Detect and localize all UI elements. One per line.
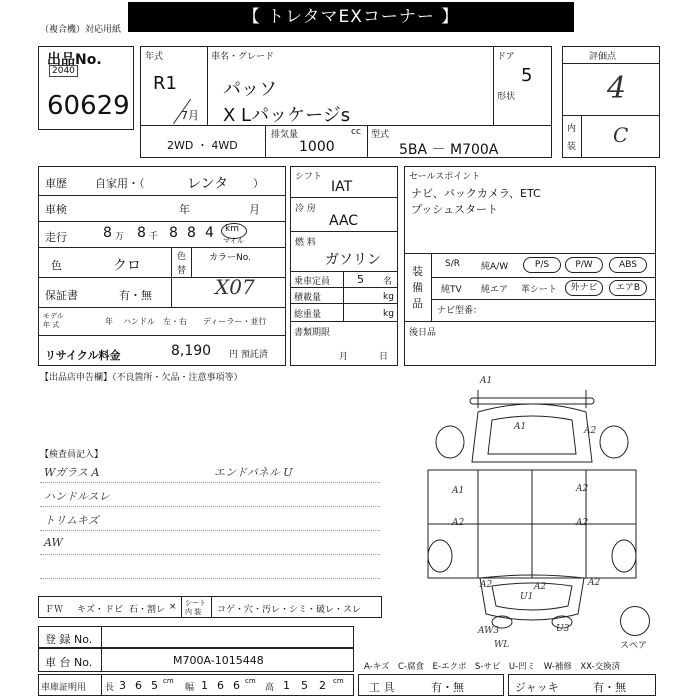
equip-aw: 純A/W bbox=[481, 262, 509, 272]
displacement-label: 排気量 bbox=[271, 130, 299, 140]
shift-value: IAT bbox=[331, 179, 353, 195]
repaint-label-1: 色 bbox=[177, 252, 187, 262]
length-unit: cm bbox=[163, 677, 174, 685]
history-options: 自家用・（ bbox=[95, 177, 145, 190]
color-code-label: カラーNo. bbox=[209, 253, 251, 263]
deadline-day: 日 bbox=[379, 352, 389, 362]
lot-label: 出品No. bbox=[47, 52, 102, 68]
capacity-label: 乗車定員 bbox=[294, 277, 331, 287]
width-digit-1: 1 bbox=[201, 679, 208, 692]
sales-point-line-2: プッシュスタート bbox=[411, 203, 499, 216]
inspector-note-5: エンドパネル U bbox=[214, 466, 293, 479]
handle-side: ハンドル 左・右 bbox=[123, 317, 187, 326]
height-unit: cm bbox=[333, 677, 344, 685]
fw-damage-x: × bbox=[169, 602, 177, 612]
model-year-label-2: 年 式 bbox=[43, 321, 60, 329]
spec-column bbox=[290, 166, 398, 366]
jack-label: ジャッキ bbox=[515, 681, 559, 694]
after-sales-label: 後日品 bbox=[409, 328, 437, 338]
height-label: 高 bbox=[265, 683, 275, 693]
tools-label: 工 具 bbox=[369, 681, 395, 694]
damage-mark-6: A2 bbox=[576, 484, 589, 494]
inspection-year: 年 bbox=[179, 203, 190, 216]
equip-air: 純エア bbox=[481, 285, 509, 295]
lot-corner: 2040 bbox=[49, 65, 78, 77]
deadline-label: 書類期限 bbox=[294, 328, 331, 338]
inspector-note-2: ハンドルスレ bbox=[44, 490, 110, 503]
damage-mark-4: A1 bbox=[452, 486, 465, 496]
score-value: 4 bbox=[607, 71, 627, 106]
spare-tire-icon bbox=[620, 606, 650, 636]
mileage-unit-sen: 千 bbox=[149, 232, 159, 242]
damage-mark-12: AW3 bbox=[478, 626, 500, 636]
length-digit-2: 6 bbox=[135, 679, 142, 692]
equip-sr: S/R bbox=[445, 259, 460, 269]
model-year-unit: 年 bbox=[105, 317, 113, 326]
height-digit-3: 2 bbox=[319, 679, 326, 692]
equip-ps: P/S bbox=[523, 257, 561, 273]
equip-abs: ABS bbox=[609, 257, 647, 273]
year-label: 年式 bbox=[145, 52, 164, 62]
model-name: パッソ bbox=[223, 79, 277, 100]
gross-unit: kg bbox=[383, 309, 394, 319]
equip-leather: 革シート bbox=[521, 285, 558, 295]
lot-number: 60629 bbox=[47, 91, 130, 121]
fuel-value: ガソリン bbox=[325, 252, 381, 268]
navi-model-label: ナビ型番： bbox=[437, 306, 483, 316]
damage-mark-3: A2 bbox=[584, 426, 597, 436]
ac-value: AAC bbox=[329, 213, 359, 229]
inspection-month: 月 bbox=[249, 203, 260, 216]
jack-value: 有・無 bbox=[593, 681, 626, 694]
inspector-note-3: トリムキズ bbox=[44, 514, 99, 527]
shift-label: シフト bbox=[295, 172, 323, 182]
lot-box bbox=[38, 46, 134, 130]
jack-row bbox=[508, 674, 656, 696]
fw-damage-3: 石・割レ bbox=[129, 605, 166, 615]
certificate-label: 車庫証明用 bbox=[41, 683, 87, 693]
load-label: 積載量 bbox=[294, 293, 322, 303]
paper-note: （複合機）対応用紙 bbox=[40, 25, 122, 35]
fw-label: ＦＷ bbox=[45, 605, 64, 615]
model-grade: X Lパッケージs bbox=[223, 105, 351, 126]
model-label: 車名・グレード bbox=[211, 52, 275, 62]
length-label: 長 bbox=[105, 683, 115, 693]
color-value: クロ bbox=[113, 258, 141, 274]
shape-label: 形状 bbox=[497, 92, 516, 102]
damage-mark-5: A2 bbox=[452, 518, 465, 528]
type-code-label: 型式 bbox=[371, 130, 390, 140]
tools-row bbox=[358, 674, 504, 696]
detail-table bbox=[38, 166, 286, 366]
car-damage-diagram bbox=[408, 378, 656, 642]
equip-airbag: エアB bbox=[609, 280, 647, 296]
mileage-unit-man: 万 bbox=[115, 232, 125, 242]
equip-navi: 外ナビ bbox=[565, 280, 603, 296]
equipment-label-3: 品 bbox=[412, 297, 423, 310]
spare-label: スペア bbox=[620, 641, 648, 651]
damage-mark-8: A2 bbox=[534, 582, 547, 592]
damage-mark-7: A2 bbox=[576, 518, 589, 528]
registration-row bbox=[38, 626, 354, 648]
model-year-label-1: モデル bbox=[43, 312, 64, 320]
mileage-digit-1: 8 bbox=[103, 225, 112, 241]
equipment-label-1: 装 bbox=[412, 265, 423, 278]
mileage-digit-3: 8 bbox=[169, 225, 178, 241]
score-label: 評価点 bbox=[589, 52, 617, 62]
damage-mark-10: A2 bbox=[480, 580, 493, 590]
registration-label: 登 録 No. bbox=[45, 633, 93, 646]
chassis-label: 車 台 No. bbox=[45, 656, 93, 669]
fuel-label: 燃 料 bbox=[295, 238, 316, 248]
height-digit-1: 1 bbox=[283, 679, 290, 692]
displacement-value: 1000 bbox=[299, 139, 335, 155]
fw-damage-1: キズ・ bbox=[77, 605, 104, 615]
fw-row bbox=[38, 596, 382, 618]
length-digit-3: 5 bbox=[151, 679, 158, 692]
damage-mark-1: A1 bbox=[480, 376, 493, 386]
year-era: R1 bbox=[153, 73, 177, 94]
drive-type: 2WD ・ 4WD bbox=[167, 139, 238, 152]
width-unit: cm bbox=[245, 677, 256, 685]
mileage-digit-4: 8 bbox=[187, 225, 196, 241]
capacity-value: 5 bbox=[357, 273, 364, 286]
width-digit-3: 6 bbox=[233, 679, 240, 692]
fw-seat-label-2: 内 装 bbox=[185, 608, 202, 616]
certificate-row bbox=[38, 674, 354, 696]
color-code-value: X07 bbox=[215, 275, 255, 299]
damage-mark-9: U1 bbox=[520, 592, 534, 602]
equip-tv: 純TV bbox=[441, 285, 462, 295]
document-title: 【 トレタマEXコーナー 】 bbox=[128, 2, 574, 32]
warranty-value: 有・無 bbox=[119, 289, 152, 302]
tools-value: 有・無 bbox=[431, 681, 464, 694]
repaint-label-2: 替 bbox=[177, 266, 187, 276]
width-digit-2: 6 bbox=[217, 679, 224, 692]
gross-label: 総重量 bbox=[294, 310, 322, 320]
fw-damage-2: ドビ bbox=[105, 605, 124, 615]
damage-mark-11: A2 bbox=[588, 578, 601, 588]
doors-label: ドア bbox=[497, 52, 515, 62]
deadline-month: 月 bbox=[339, 352, 349, 362]
year-month: 7月 bbox=[181, 109, 199, 122]
displacement-unit: cc bbox=[351, 127, 361, 137]
sales-point-line-1: ナビ、バックカメラ、ETC bbox=[411, 187, 541, 200]
damage-mark-14: WL bbox=[494, 640, 510, 650]
inspection-label: 車検 bbox=[45, 203, 67, 216]
ac-label: 冷 房 bbox=[295, 204, 316, 214]
declaration-label: 【出品店申告欄】（不良箇所・欠品・注意事項等） bbox=[40, 373, 243, 383]
sales-point-label: セールスポイント bbox=[409, 172, 481, 182]
damage-mark-2: A1 bbox=[514, 422, 527, 432]
type-code-value: 5BA － M700A bbox=[399, 142, 499, 158]
capacity-unit: 名 bbox=[383, 277, 393, 287]
doors-value: 5 bbox=[521, 65, 533, 86]
load-unit: kg bbox=[383, 292, 394, 302]
fw-interior-damage: コゲ・穴・汚レ・シミ・破レ・スレ bbox=[217, 605, 362, 615]
equipment-label-2: 備 bbox=[412, 281, 423, 294]
interior-label-2: 装 bbox=[567, 142, 577, 152]
interior-value: C bbox=[613, 123, 629, 147]
mileage-unit-mile: マイル bbox=[223, 237, 244, 245]
fw-seat-label-1: シート bbox=[185, 599, 206, 607]
recycle-label: リサイクル料金 bbox=[45, 349, 121, 362]
score-box bbox=[562, 46, 660, 158]
mileage-digit-2: 8 bbox=[137, 225, 146, 241]
sales-column bbox=[404, 166, 656, 366]
history-close: ） bbox=[253, 177, 264, 190]
inspector-label: 【検査員記入】 bbox=[40, 450, 104, 460]
dealer-import: ディーラー・並行 bbox=[203, 317, 267, 326]
height-digit-2: 5 bbox=[301, 679, 308, 692]
mileage-unit-km: km bbox=[225, 224, 239, 234]
damage-mark-13: U3 bbox=[556, 624, 570, 634]
color-label: 色 bbox=[51, 259, 62, 272]
history-label: 車歴 bbox=[45, 177, 67, 190]
history-value: レンタ bbox=[187, 176, 229, 192]
interior-label-1: 内 bbox=[567, 124, 577, 134]
inspector-note-1: Wガラス A bbox=[44, 466, 100, 479]
mileage-digit-5: 4 bbox=[205, 225, 214, 241]
inspector-note-4: AW bbox=[44, 536, 63, 549]
recycle-unit: 円 預託済 bbox=[229, 350, 268, 360]
mileage-label: 走行 bbox=[45, 231, 67, 244]
warranty-label: 保証書 bbox=[45, 289, 78, 302]
chassis-value: M700A-1015448 bbox=[173, 654, 264, 667]
damage-legend: A-キズ C-腐食 E-エクボ S-サビ U-凹ミ W-補修 XX-交換済 bbox=[364, 662, 621, 672]
vehicle-main-box bbox=[140, 46, 552, 158]
equip-pw: P/W bbox=[565, 257, 603, 273]
width-label: 幅 bbox=[185, 683, 195, 693]
chassis-row bbox=[38, 648, 354, 672]
recycle-value: 8,190 bbox=[171, 343, 212, 359]
length-digit-1: 3 bbox=[119, 679, 126, 692]
